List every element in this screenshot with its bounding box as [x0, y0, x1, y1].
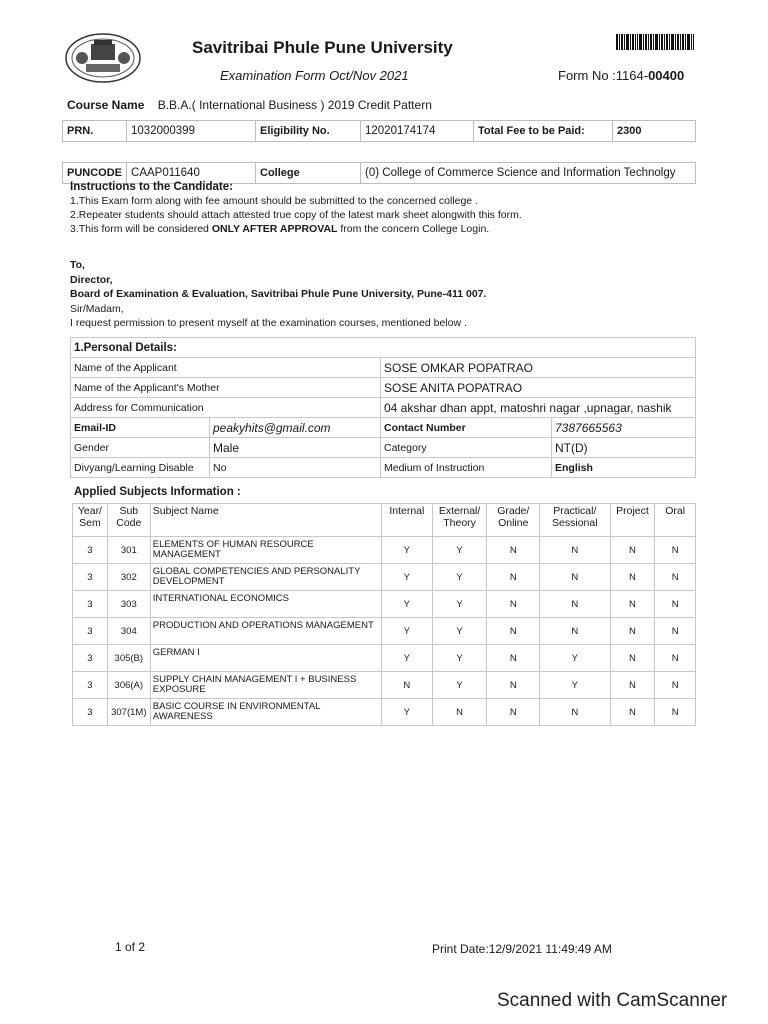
- email-label: Email-ID: [71, 418, 210, 438]
- table-cell: N: [540, 537, 610, 564]
- table-cell: N: [540, 618, 610, 645]
- table-cell: Y: [381, 645, 432, 672]
- table-cell: Y: [381, 618, 432, 645]
- table-row: [73, 591, 696, 618]
- table-cell: Y: [381, 537, 432, 564]
- table-row: [71, 398, 696, 418]
- gender-label: Gender: [71, 438, 210, 458]
- letter-to: To,: [70, 259, 85, 271]
- table-cell: 304: [107, 618, 150, 645]
- table-cell: N: [610, 564, 655, 591]
- table-cell: Y: [540, 672, 610, 699]
- table-row: [71, 418, 696, 438]
- table-cell: 306(A): [107, 672, 150, 699]
- table-cell: ELEMENTS OF HUMAN RESOURCE MANAGEMENT: [150, 537, 381, 564]
- table-cell: Y: [381, 591, 432, 618]
- prn-value: 1032000399: [127, 121, 256, 142]
- contact-label: Contact Number: [381, 418, 552, 438]
- table-cell: SUPPLY CHAIN MANAGEMENT I + BUSINESS EXPOSURE: [150, 672, 381, 699]
- mother-name-label: Name of the Applicant's Mother: [71, 378, 381, 398]
- form-number-prefix: Form No :1164-: [558, 68, 649, 83]
- instruction-line-3-start: 3.This form will be considered: [70, 223, 212, 235]
- table-cell: INTERNATIONAL ECONOMICS: [150, 591, 381, 618]
- table-cell: N: [487, 537, 540, 564]
- instruction-line-3-emphasis: ONLY AFTER APPROVAL: [211, 223, 338, 235]
- table-cell: 301: [107, 537, 150, 564]
- instructions-heading: Instructions to the Candidate:: [70, 181, 233, 193]
- applicant-name-label: Name of the Applicant: [71, 358, 381, 378]
- table-cell: 3: [73, 699, 108, 726]
- table-row: [63, 121, 696, 142]
- table-cell: N: [610, 645, 655, 672]
- prn-label: PRN.: [63, 121, 127, 142]
- table-cell: N: [655, 564, 696, 591]
- table-cell: N: [655, 591, 696, 618]
- print-date: Print Date:12/9/2021 11:49:49 AM: [432, 942, 612, 956]
- table-cell: 302: [107, 564, 150, 591]
- address-value: 04 akshar dhan appt, matoshri nagar ,upnagar, nashik: [381, 398, 696, 418]
- table-cell: 3: [73, 591, 108, 618]
- email-value: peakyhits@gmail.com: [210, 418, 381, 438]
- column-header: Practical/ Sessional: [540, 504, 610, 537]
- page-number: 1 of 2: [115, 940, 146, 954]
- column-header: Internal: [381, 504, 432, 537]
- table-cell: N: [540, 699, 610, 726]
- column-header: Subject Name: [150, 504, 381, 537]
- table-cell: 3: [73, 645, 108, 672]
- college-value: (0) College of Commerce Science and Information Technolgy: [361, 163, 696, 184]
- column-header: Oral: [655, 504, 696, 537]
- table-cell: Y: [432, 618, 487, 645]
- table-cell: GERMAN I: [150, 645, 381, 672]
- address-label: Address for Communication: [71, 398, 381, 418]
- table-row: [73, 699, 696, 726]
- subjects-body: [73, 537, 696, 726]
- barcode: [616, 34, 694, 50]
- college-label: College: [256, 163, 361, 184]
- table-cell: N: [655, 645, 696, 672]
- total-fee-label: Total Fee to be Paid:: [474, 121, 613, 142]
- personal-details-table: [70, 337, 696, 478]
- table-cell: Y: [540, 645, 610, 672]
- table-cell: N: [610, 618, 655, 645]
- table-cell: N: [487, 672, 540, 699]
- table-cell: GLOBAL COMPETENCIES AND PERSONALITY DEVELOPMENT: [150, 564, 381, 591]
- letter-salutation: Sir/Madam,: [70, 302, 124, 315]
- row-gap: [63, 142, 696, 163]
- table-cell: N: [487, 564, 540, 591]
- instructions-block: [70, 180, 522, 236]
- table-row: [73, 537, 696, 564]
- divyang-label: Divyang/Learning Disable: [71, 458, 210, 478]
- table-cell: N: [655, 699, 696, 726]
- table-cell: 303: [107, 591, 150, 618]
- subjects-table: [72, 503, 696, 726]
- table-cell: N: [487, 591, 540, 618]
- puncode-label: PUNCODE: [63, 163, 127, 184]
- table-cell: N: [610, 537, 655, 564]
- eligibility-value: 12020174174: [361, 121, 474, 142]
- table-cell: BASIC COURSE IN ENVIRONMENTAL AWARENESS: [150, 699, 381, 726]
- candidate-info-table: [62, 120, 696, 184]
- applicant-name-value: SOSE OMKAR POPATRAO: [381, 358, 696, 378]
- table-cell: N: [610, 591, 655, 618]
- course-name-row: [67, 98, 432, 112]
- personal-details-heading: 1.Personal Details:: [71, 338, 696, 358]
- subjects-heading: Applied Subjects Information :: [74, 486, 241, 498]
- divyang-value: No: [210, 458, 381, 478]
- puncode-value: CAAP011640: [127, 163, 256, 184]
- course-name-label: Course Name: [67, 98, 145, 112]
- table-cell: Y: [432, 564, 487, 591]
- letter-request: I request permission to present myself at the examination courses, mentioned below .: [70, 317, 467, 329]
- form-title: Examination Form Oct/Nov 2021: [220, 68, 409, 83]
- table-cell: N: [610, 699, 655, 726]
- table-cell: N: [381, 672, 432, 699]
- medium-value: English: [552, 458, 696, 478]
- column-header: Sub Code: [107, 504, 150, 537]
- table-row: [71, 338, 696, 358]
- scanner-watermark: Scanned with CamScanner: [497, 990, 728, 1011]
- form-number-suffix: 00400: [648, 68, 685, 83]
- category-label: Category: [381, 438, 552, 458]
- column-header: Grade/ Online: [487, 504, 540, 537]
- table-cell: 3: [73, 537, 108, 564]
- table-row: [73, 564, 696, 591]
- letter-block: [70, 258, 486, 331]
- mother-name-value: SOSE ANITA POPATRAO: [381, 378, 696, 398]
- instruction-line-3-end: from the concern College Login.: [337, 223, 490, 235]
- instruction-line-1: 1.This Exam form along with fee amount should be submitted to the concerned college .: [70, 195, 478, 207]
- table-cell: N: [487, 645, 540, 672]
- table-cell: N: [655, 618, 696, 645]
- table-cell: 3: [73, 618, 108, 645]
- table-cell: 307(1M): [107, 699, 150, 726]
- table-row: [73, 618, 696, 645]
- total-fee-value: 2300: [613, 121, 696, 142]
- course-name-value: B.B.A.( International Business ) 2019 Credit Pattern: [157, 98, 432, 112]
- table-cell: Y: [381, 564, 432, 591]
- table-cell: N: [487, 618, 540, 645]
- table-cell: N: [487, 699, 540, 726]
- category-value: NT(D): [552, 438, 696, 458]
- table-cell: Y: [432, 645, 487, 672]
- table-row: [71, 358, 696, 378]
- table-cell: Y: [432, 591, 487, 618]
- instruction-line-3: [70, 222, 522, 236]
- medium-label: Medium of Instruction: [381, 458, 552, 478]
- table-cell: 3: [73, 564, 108, 591]
- table-row: [73, 645, 696, 672]
- table-cell: Y: [432, 537, 487, 564]
- column-header: Project: [610, 504, 655, 537]
- table-cell: Y: [381, 699, 432, 726]
- subjects-header-row: [73, 504, 696, 537]
- instruction-line-2: 2.Repeater students should attach attested true copy of the latest mark sheet alongwith this form.: [70, 209, 522, 221]
- form-number: [558, 68, 684, 83]
- column-header: Year/ Sem: [73, 504, 108, 537]
- table-row: [73, 672, 696, 699]
- table-cell: 3: [73, 672, 108, 699]
- table-cell: N: [610, 672, 655, 699]
- table-row: [71, 458, 696, 478]
- column-header: External/ Theory: [432, 504, 487, 537]
- gender-value: Male: [210, 438, 381, 458]
- eligibility-label: Eligibility No.: [256, 121, 361, 142]
- table-row: [71, 378, 696, 398]
- table-cell: Y: [432, 672, 487, 699]
- letter-board: Board of Examination & Evaluation, Savitribai Phule Pune University, Pune-411 007.: [70, 288, 487, 300]
- table-cell: N: [432, 699, 487, 726]
- contact-value: 7387665563: [552, 418, 696, 438]
- table-cell: N: [655, 537, 696, 564]
- table-cell: PRODUCTION AND OPERATIONS MANAGEMENT: [150, 618, 381, 645]
- table-cell: 305(B): [107, 645, 150, 672]
- university-seal-logo: [64, 32, 142, 84]
- table-cell: N: [540, 564, 610, 591]
- table-cell: N: [540, 591, 610, 618]
- table-row: [71, 438, 696, 458]
- table-cell: N: [655, 672, 696, 699]
- university-name: Savitribai Phule Pune University: [192, 38, 453, 57]
- letter-director: Director,: [70, 273, 113, 286]
